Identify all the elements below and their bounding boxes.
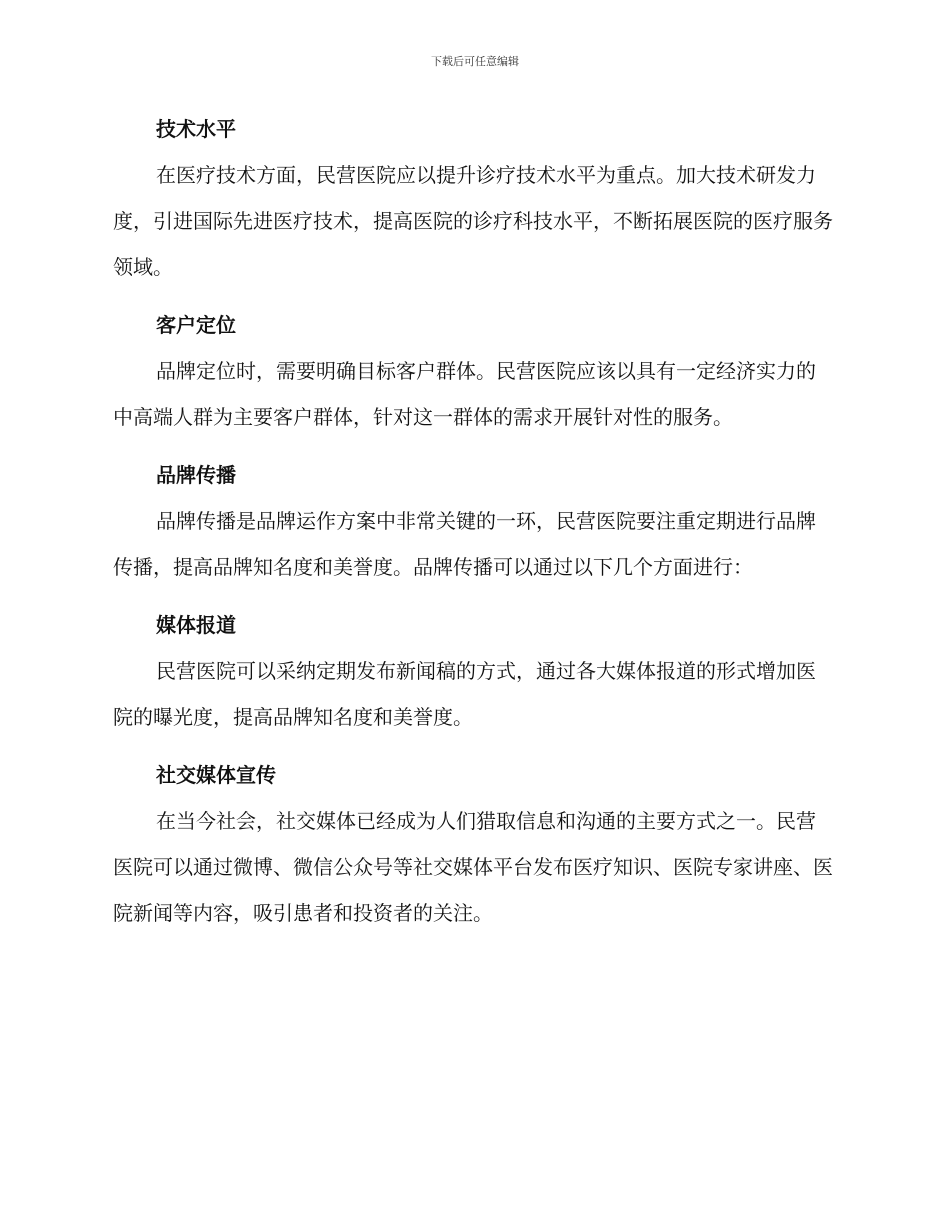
paragraph-customer-positioning: 品牌定位时，需要明确目标客户群体。民营医院应该以具有一定经济实力的中高端人群为主要客户群体，针对这一群体的需求开展针对性的服务。 bbox=[113, 359, 816, 429]
section-title-media-coverage: 媒体报道 bbox=[156, 613, 236, 637]
header-note: 下载后可任意编辑 bbox=[431, 55, 519, 68]
section-title-customer-positioning: 客户定位 bbox=[156, 313, 236, 337]
paragraph-tech-level: 在医疗技术方面，民营医院应以提升诊疗技术水平为重点。加大技术研发力度，引进国际先进医疗技术，提高医院的诊疗科技水平，不断拓展医院的医疗服务领域。 bbox=[113, 163, 833, 279]
paragraph-media-coverage: 民营医院可以采纳定期发布新闻稿的方式，通过各大媒体报道的形式增加医院的曝光度，提高品牌知名度和美誉度。 bbox=[113, 659, 816, 729]
document-content bbox=[113, 106, 833, 948]
section-title-social-media: 社交媒体宣传 bbox=[156, 763, 276, 787]
paragraph-brand-communication: 品牌传播是品牌运作方案中非常关键的一环，民营医院要注重定期进行品牌传播，提高品牌知名度和美誉度。品牌传播可以通过以下几个方面进行： bbox=[113, 509, 816, 579]
paragraph-social-media: 在当今社会，社交媒体已经成为人们猎取信息和沟通的主要方式之一。民营医院可以通过微博、微信公众号等社交媒体平台发布医疗知识、医院专家讲座、医院新闻等内容，吸引患者和投资者的关注。 bbox=[113, 809, 833, 925]
section-title-tech-level: 技术水平 bbox=[156, 117, 236, 141]
section-title-brand-communication: 品牌传播 bbox=[156, 463, 236, 487]
